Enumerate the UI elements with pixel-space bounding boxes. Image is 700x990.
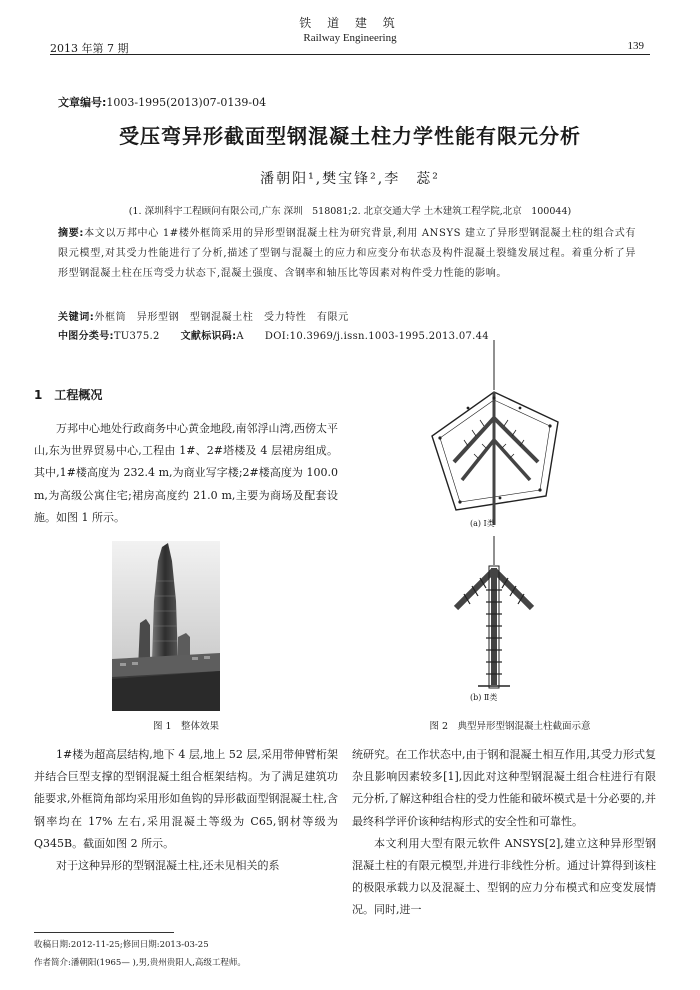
abstract-text: 本文以万邦中心 1#楼外框筒采用的异形型钢混凝土柱为研究背景,利用 ANSYS 建立了异形型钢混凝土柱的组合式有限元模型,对其受力性能进行了分析,描述了型钢与混凝土的应力和应变分布状态及构件混凝土裂缝发展过程。着重分析了异形型钢混凝土柱在压弯受力状态下,混凝土强度、含钢率和轴压比等因素对构件受力性能的影响。 bbox=[58, 228, 636, 279]
header-rule bbox=[50, 54, 650, 55]
figure2a-caption: (a) Ⅰ类 bbox=[470, 519, 495, 528]
paper-title: 受压弯异形截面型钢混凝土柱力学性能有限元分析 bbox=[119, 124, 581, 148]
right-column-body bbox=[352, 744, 656, 922]
journal-name-en: Railway Engineering bbox=[303, 32, 397, 44]
affiliations: (1. 深圳科宇工程顾问有限公司,广东 深圳 518081;2. 北京交通大学 土木建筑工程学院,北京 100044) bbox=[128, 206, 572, 217]
section-type-1 bbox=[432, 340, 558, 525]
keywords bbox=[58, 308, 349, 323]
paragraph-intro: 万邦中心地处行政商务中心黄金地段,南邻浮山湾,西傍太平山,东为世界贸易中心,工程由 1#、2#塔楼及 4 层裙房组成。其中,1#楼高度为 232.4 m,为商业写字楼;2#楼高度为 100.0 m,为高级公寓住宅;裙房高度约 21.0 m,主要为商场及配套设施。如图 1 所示。 bbox=[34, 422, 338, 524]
footnote-received: 收稿日期:2012-11-25;修回日期:2013-03-25 bbox=[34, 940, 209, 950]
section-type-2 bbox=[456, 536, 532, 688]
abstract bbox=[58, 224, 636, 284]
figure2b-caption: (b) Ⅱ类 bbox=[470, 693, 498, 702]
doc-code-value: A bbox=[236, 331, 244, 342]
keywords-text: 外框筒 异形型钢 型钢混凝土柱 受力特性 有限元 bbox=[94, 312, 349, 323]
paragraph-structure: 1#楼为超高层结构,地下 4 层,地上 52 层,采用带伸臂桁架并结合巨型支撑的型钢混凝土组合框架结构。为了满足建筑功能要求,外框筒角部均采用形如鱼钩的异形截面型钢混凝土柱,含钢率均在 17% 左右,采用混凝土等级为 C65,钢材等级为 Q345B。截面如图 2 所示。 bbox=[34, 748, 338, 850]
page-number: 139 bbox=[627, 40, 644, 52]
classification-label: 中图分类号: bbox=[58, 331, 114, 342]
doi: DOI:10.3969/j.issn.1003-1995.2013.07.44 bbox=[264, 331, 489, 342]
classification-value: TU375.2 bbox=[113, 331, 160, 342]
building-photo bbox=[112, 541, 220, 711]
paragraph-research-gap: 对于这种异形的型钢混凝土柱,还未见相关的系 bbox=[56, 859, 280, 873]
paragraph-motivation: 统研究。在工作状态中,由于钢和混凝土相互作用,其受力形式复杂且影响因素较多[1],因此对这种型钢混凝土组合柱进行有限元分析,了解这种组合柱的受力性能和破坏模式是十分必要的,并最终科学评价该种结构形式的安全性和可靠性。 bbox=[352, 748, 656, 828]
article-number-label: 文章编号: bbox=[58, 96, 107, 109]
article-number bbox=[58, 94, 266, 110]
doc-code-label: 文献标识码: bbox=[180, 331, 237, 342]
journal-name-cn: 铁 道 建 筑 bbox=[299, 16, 401, 30]
left-column-body bbox=[34, 744, 338, 877]
keywords-label: 关键词: bbox=[58, 312, 95, 323]
footnote-author: 作者简介:潘朝阳(1965— ),男,贵州贵阳人,高级工程师。 bbox=[34, 958, 246, 968]
issue-label: 2013 年第 7 期 bbox=[50, 42, 129, 55]
paragraph-method: 本文利用大型有限元软件 ANSYS[2],建立这种异形型钢混凝土柱的有限元模型,并进行非线性分析。通过计算得到该柱的极限承载力以及混凝土、型钢的应力分布模式和应变发展情况。同时,进一 bbox=[352, 836, 656, 917]
footnote-rule bbox=[34, 932, 174, 933]
section-heading: 1 工程概况 bbox=[34, 388, 103, 402]
abstract-label: 摘要: bbox=[58, 228, 84, 239]
figure1-caption: 图 1 整体效果 bbox=[152, 721, 220, 732]
figure2-caption: 图 2 典型异形型钢混凝土柱截面示意 bbox=[429, 721, 591, 732]
author-list: 潘朝阳¹,樊宝锋²,李 蕊² bbox=[260, 171, 440, 187]
column-section-diagram bbox=[390, 340, 620, 700]
article-number-value: 1003-1995(2013)07-0139-04 bbox=[106, 96, 267, 109]
